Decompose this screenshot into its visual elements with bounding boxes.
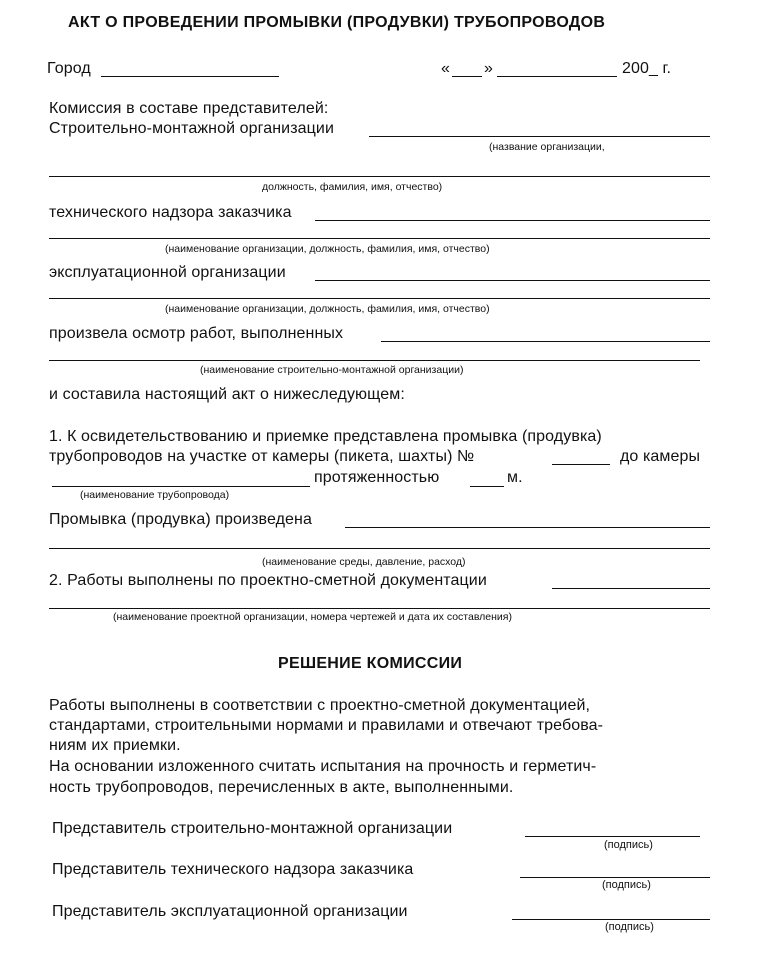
item1-line2b: до камеры — [620, 448, 701, 465]
signature-label-operation: Представитель эксплуатационной организации — [52, 903, 408, 920]
operation-label: эксплуатационной организации — [49, 264, 286, 281]
city-label: Город — [47, 60, 91, 77]
project-doc-field-2[interactable] — [49, 608, 710, 609]
flush-field-2[interactable] — [49, 548, 710, 549]
pipeline-name-field[interactable] — [52, 486, 310, 487]
pipeline-caption: (наименование трубопровода) — [80, 489, 230, 501]
signature-field-operation[interactable] — [512, 919, 710, 920]
length-unit: м. — [507, 469, 523, 486]
supervision-label: технического надзора заказчика — [49, 204, 292, 221]
chamber-number-field[interactable] — [552, 464, 610, 465]
project-doc-field[interactable] — [552, 588, 710, 589]
decision-line4: На основании изложенного считать испытания на прочность и герметич- — [49, 758, 597, 775]
city-field[interactable] — [101, 76, 279, 77]
construction-org-caption: (название организации, — [489, 141, 605, 153]
date-month-field[interactable] — [497, 76, 617, 77]
decision-heading: РЕШЕНИЕ КОМИССИИ — [278, 655, 463, 672]
supervision-field[interactable] — [315, 220, 710, 221]
operation-field-2[interactable] — [49, 298, 710, 299]
length-label: протяженностью — [314, 469, 440, 486]
item2-label: 2. Работы выполнены по проектно-сметной документации — [49, 572, 487, 589]
supervision-field-2[interactable] — [49, 238, 710, 239]
inspected-caption: (наименование строительно-монтажной организации) — [200, 364, 464, 376]
project-doc-caption: (наименование проектной организации, номера чертежей и дата их составления) — [113, 611, 512, 623]
signature-field-supervision[interactable] — [520, 877, 710, 878]
construction-org-label: Строительно-монтажной организации — [49, 120, 334, 137]
item1-line1: 1. К освидетельствованию и приемке представлена промывка (продувка) — [49, 428, 602, 445]
date-day-field[interactable] — [452, 76, 482, 77]
date-quote-close: » — [484, 60, 493, 77]
length-field[interactable] — [470, 486, 504, 487]
inspected-label: произвела осмотр работ, выполненных — [49, 325, 344, 342]
construction-person-caption: должность, фамилия, имя, отчество) — [262, 181, 443, 193]
signature-caption-operation: (подпись) — [605, 921, 654, 933]
decision-line3: ниям их приемки. — [49, 737, 181, 754]
flush-label: Промывка (продувка) произведена — [49, 511, 312, 528]
year-label: 200_ г. — [622, 60, 672, 77]
construction-org-field[interactable] — [369, 136, 710, 137]
supervision-caption: (наименование организации, должность, фамилия, имя, отчество) — [165, 243, 490, 255]
decision-line5: ность трубопроводов, перечисленных в акте, выполненными. — [49, 779, 514, 796]
decision-line1: Работы выполнены в соответствии с проектно-сметной документацией, — [49, 697, 591, 714]
operation-caption: (наименование организации, должность, фамилия, имя, отчество) — [165, 303, 490, 315]
signature-caption-construction: (подпись) — [604, 839, 653, 851]
construction-person-field[interactable] — [49, 176, 710, 177]
inspected-field-2[interactable] — [49, 360, 700, 361]
flush-field[interactable] — [345, 527, 710, 528]
signature-label-construction: Представитель строительно-монтажной организации — [52, 820, 453, 837]
signature-label-supervision: Представитель технического надзора заказчика — [52, 861, 414, 878]
inspected-field[interactable] — [381, 341, 710, 342]
date-quote-open: « — [441, 60, 450, 77]
signature-caption-supervision: (подпись) — [602, 879, 651, 891]
operation-field[interactable] — [315, 280, 710, 281]
decision-line2: стандартами, строительными нормами и правилами и отвечают требова- — [49, 717, 604, 734]
signature-field-construction[interactable] — [525, 836, 700, 837]
commission-intro: Комиссия в составе представителей: — [49, 100, 329, 117]
document-title: АКТ О ПРОВЕДЕНИИ ПРОМЫВКИ (ПРОДУВКИ) ТРУБОПРОВОДОВ — [68, 14, 606, 31]
item1-line2a: трубопроводов на участке от камеры (пикета, шахты) № — [49, 448, 475, 465]
flush-caption: (наименование среды, давление, расход) — [262, 556, 466, 568]
compiled-text: и составила настоящий акт о нижеследующем: — [49, 386, 405, 403]
